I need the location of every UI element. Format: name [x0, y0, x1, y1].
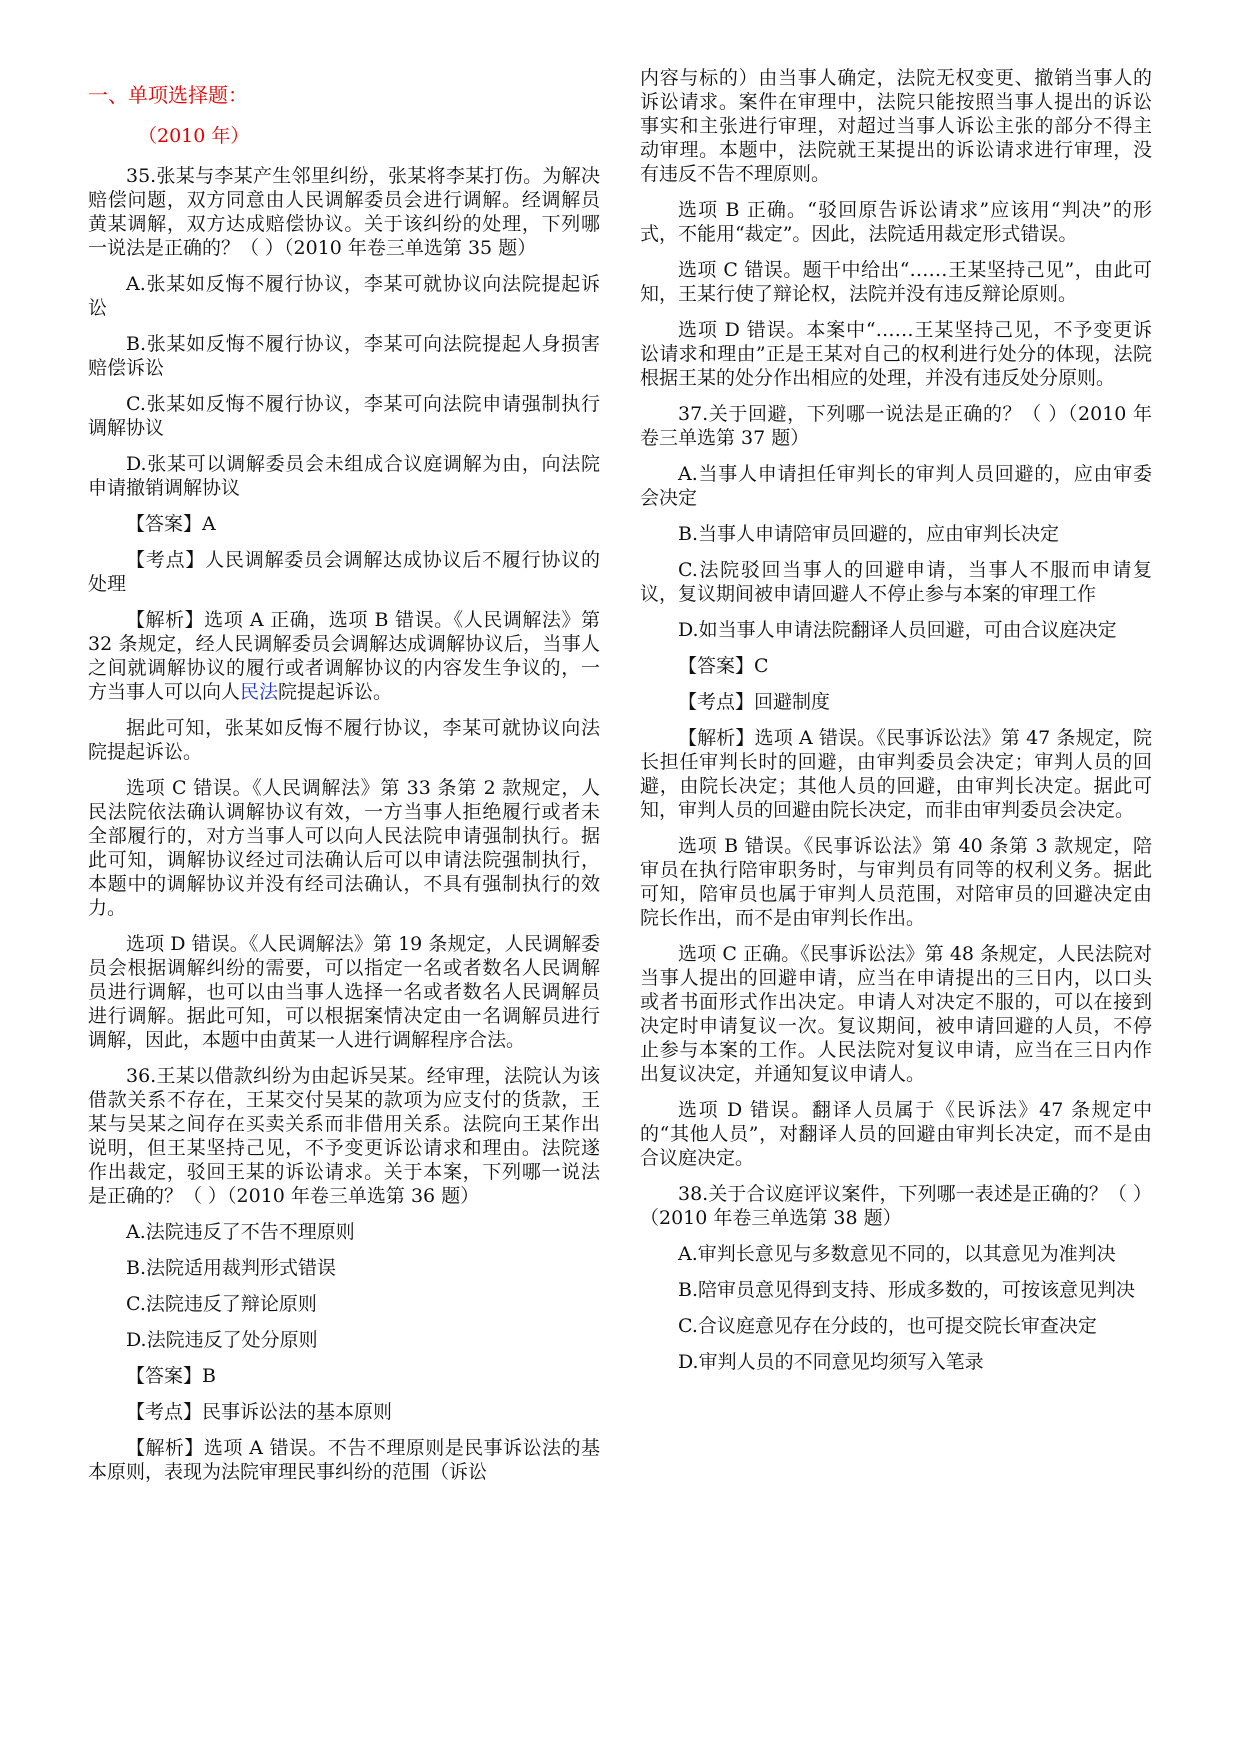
q35-analysis-post: 院提起诉讼。 [278, 681, 393, 703]
q38-option-b: B.陪审员意见得到支持、形成多数的，可按该意见判决 [678, 1279, 1136, 1301]
q35-answer: 【答案】A [126, 513, 216, 535]
q38-stem: 38.关于合议庭评议案件，下列哪一表述是正确的？（ ）（2010 年卷三单选第 38 题） [640, 1183, 1152, 1229]
q35-paragraph-2: 据此可知，张某如反悔不履行协议，李某可就协议向法院提起诉讼。 [88, 717, 600, 763]
q37-option-d: D.如当事人申请法院翻译人员回避，可由合议庭决定 [678, 619, 1117, 641]
q36-option-d: D.法院违反了处分原则 [126, 1329, 318, 1351]
q36-stem: 36.王某以借款纠纷为由起诉吴某。经审理，法院认为该借款关系不存在，王某交付吴某的款项为应支付的货款，王某与吴某之间存在买卖关系而非借用关系。法院向王某作出说明，但王某坚持己见，不予变更诉讼请求和理由。法院遂作出裁定，驳回王某的诉讼请求。关于本案，下列哪一说法是正确的？（ ）（2010 年卷三单选第 36 题） [88, 1065, 600, 1207]
q37-answer: 【答案】C [678, 655, 769, 677]
q35-stem: 35.张某与李某产生邻里纠纷，张某将李某打伤。为解决赔偿问题，双方同意由人民调解委员会进行调解。经调解员黄某调解，双方达成赔偿协议。关于该纠纷的处理，下列哪一说法是正确的？（ ）（2010 年卷三单选第 35 题） [88, 165, 600, 259]
q35-option-c: C.张某如反悔不履行协议，李某可向法院申请强制执行调解协议 [88, 393, 600, 439]
q37-paragraph-4: 选项 D 错误。翻译人员属于《民诉法》47 条规定中的“其他人员”，对翻译人员的回避由审判长决定，而不是由合议庭决定。 [640, 1099, 1152, 1169]
q35-option-a: A.张某如反悔不履行协议，李某可就协议向法院提起诉讼 [88, 273, 600, 319]
q35-paragraph-4: 选项 D 错误。《人民调解法》第 19 条规定，人民调解委员会根据调解纠纷的需要，可以指定一名或者数名人民调解员进行调解，也可以由当事人选择一名或者数名人民调解员进行调解。据此可知，可以根据案情决定由一名调解员进行调解，因此，本题中由黄某一人进行调解程序合法。 [88, 933, 600, 1051]
q36-option-a: A.法院违反了不告不理原则 [126, 1221, 355, 1243]
right-column [640, 66, 1152, 1386]
q36-answer: 【答案】B [126, 1365, 216, 1387]
section-heading: 一、单项选择题： [88, 83, 248, 107]
q36-option-c: C.法院违反了辩论原则 [126, 1293, 317, 1315]
civil-law-link[interactable]: 民法 [240, 681, 279, 703]
q35-option-d: D.张某可以调解委员会未组成合议庭调解为由，向法院申请撤销调解协议 [88, 453, 600, 499]
q36-option-b: B.法院适用裁判形式错误 [126, 1257, 337, 1279]
q35-analysis [88, 608, 600, 704]
q35-point: 【考点】人民调解委员会调解达成协议后不履行协议的处理 [88, 549, 600, 595]
q36-analysis: 【解析】选项 A 错误。不告不理原则是民事诉讼法的基本原则，表现为法院审理民事纠纷的范围（诉讼 [88, 1437, 600, 1483]
q37-stem: 37.关于回避，下列哪一说法是正确的？（ ）（2010 年卷三单选第 37 题） [640, 403, 1152, 449]
q36-point: 【考点】民事诉讼法的基本原则 [126, 1401, 393, 1423]
q35-option-b: B.张某如反悔不履行协议，李某可向法院提起人身损害赔偿诉讼 [88, 333, 600, 379]
left-column [88, 82, 600, 1496]
q37-analysis: 【解析】选项 A 错误。《民事诉讼法》第 47 条规定，院长担任审判长时的回避，由审判委员会决定；审判人员的回避，由院长决定；其他人员的回避，由审判长决定。据此可知，审判人员的回避由院长决定，而非由审判委员会决定。 [640, 727, 1152, 821]
q38-option-a: A.审判长意见与多数意见不同的，以其意见为准判决 [678, 1243, 1116, 1265]
q38-option-c: C.合议庭意见存在分歧的，也可提交院长审查决定 [678, 1315, 1097, 1337]
q37-paragraph-2: 选项 B 错误。《民事诉讼法》第 40 条第 3 款规定，陪审员在执行陪审职务时，与审判员有同等的权利义务。据此可知，陪审员也属于审判人员范围，对陪审员的回避决定由院长作出，而不是由审判长作出。 [640, 835, 1152, 929]
q37-option-b: B.当事人申请陪审员回避的，应由审判长决定 [678, 523, 1060, 545]
q36-analysis-continued: 内容与标的）由当事人确定，法院无权变更、撤销当事人的诉讼请求。案件在审理中，法院只能按照当事人提出的诉讼事实和主张进行审理，对超过当事人诉讼主张的部分不得主动审理。本题中，法院就王某提出的诉讼请求进行审理，没有违反不告不理原则。 [640, 67, 1152, 185]
q37-option-c: C.法院驳回当事人的回避申请，当事人不服而申请复议，复议期间被申请回避人不停止参与本案的审理工作 [640, 559, 1152, 605]
q37-paragraph-3: 选项 C 正确。《民事诉讼法》第 48 条规定，人民法院对当事人提出的回避申请，应当在申请提出的三日内，以口头或者书面形式作出决定。申请人对决定不服的，可以在接到决定时申请复议一次。复议期间，被申请回避的人员，不停止参与本案的工作。人民法院对复议申请，应当在三日内作出复议决定，并通知复议申请人。 [640, 943, 1152, 1085]
q37-point: 【考点】回避制度 [678, 691, 831, 713]
q37-option-a: A.当事人申请担任审判长的审判人员回避的，应由审委会决定 [640, 463, 1152, 509]
q36-paragraph-2: 选项 B 正确。“驳回原告诉讼请求”应该用“判决”的形式，不能用“裁定”。因此，法院适用裁定形式错误。 [640, 199, 1152, 245]
year-label: （2010 年） [138, 125, 250, 147]
q35-paragraph-3: 选项 C 错误。《人民调解法》第 33 条第 2 款规定，人民法院依法确认调解协议有效，一方当事人拒绝履行或者未全部履行的，对方当事人可以向人民法院申请强制执行。据此可知，调解协议经过司法确认后可以申请法院强制执行，本题中的调解协议并没有经司法确认，不具有强制执行的效力。 [88, 777, 600, 919]
q36-paragraph-3: 选项 C 错误。题干中给出“……王某坚持己见”，由此可知，王某行使了辩论权，法院并没有违反辩论原则。 [640, 259, 1152, 305]
q35-analysis-pre: 【解析】选项 A 正确，选项 B 错误。《人民调解法》第 32 条规定，经人民调解委员会调解达成调解协议后，当事人之间就调解协议的履行或者调解协议的内容发生争议的，一方当事人可以向人 [88, 609, 600, 703]
q38-option-d: D.审判人员的不同意见均须写入笔录 [678, 1351, 984, 1373]
q36-paragraph-4: 选项 D 错误。本案中“……王某坚持己见，不予变更诉讼请求和理由”正是王某对自己的权利进行处分的体现，法院根据王某的处分作出相应的处理，并没有违反处分原则。 [640, 319, 1152, 389]
